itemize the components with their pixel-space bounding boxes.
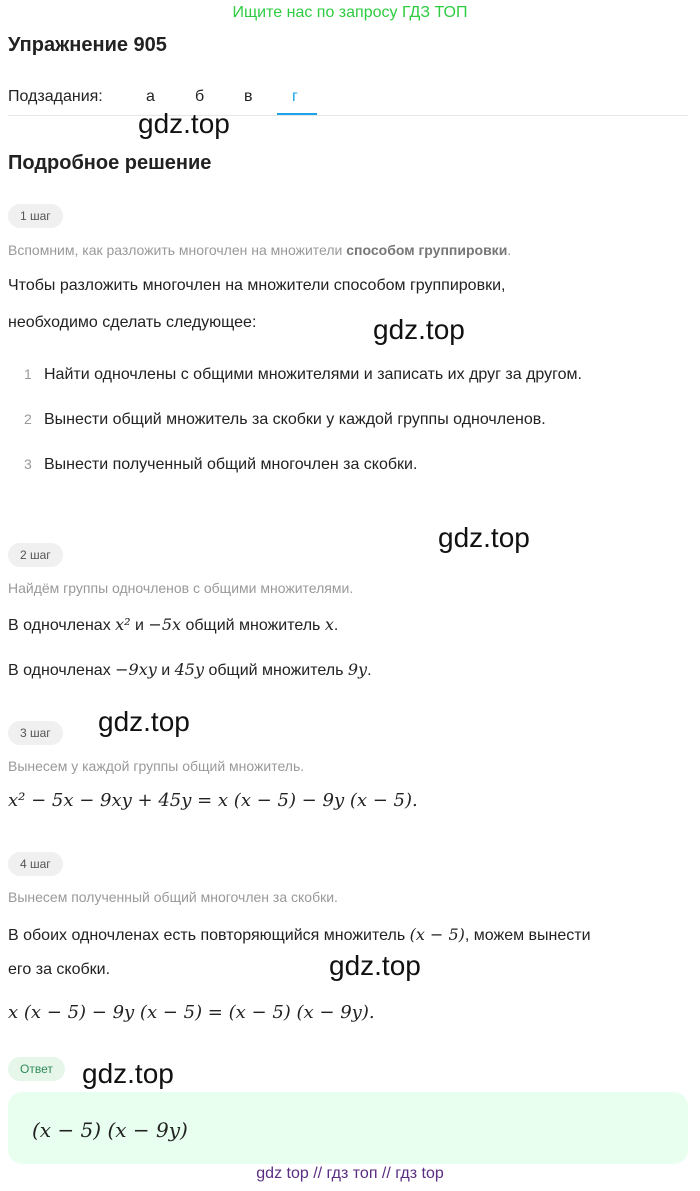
list-number: 3 [24, 456, 32, 472]
active-tab-indicator [277, 113, 317, 115]
step-1-text-line-1: Чтобы разложить многочлен на множители способом группировки, [8, 277, 506, 294]
list-text: Вынести полученный общий многочлен за скобки. [44, 456, 418, 473]
step-3-badge: 3 шаг [8, 721, 63, 745]
answer-badge: Ответ [8, 1057, 65, 1081]
subtask-tab-v[interactable]: в [244, 88, 253, 105]
subtask-tab-a[interactable]: а [146, 88, 155, 105]
step-2-hint: Найдём группы одночленов с общими множителями. [8, 580, 354, 596]
section-title: Подробное решение [8, 152, 212, 174]
step-1-text-line-2: необходимо сделать следующее: [8, 314, 257, 331]
step-2-line-1: В одночленах x² и −5x общий множитель x. [8, 615, 339, 634]
step-1-hint: Вспомним, как разложить многочлен на множители способом группировки. [8, 242, 512, 258]
list-number: 2 [24, 411, 32, 427]
step-4-hint: Вынесем полученный общий многочлен за скобки. [8, 889, 338, 905]
watermark: gdz.top [373, 314, 465, 345]
step-4-text-line-2: его за скобки. [8, 961, 111, 978]
answer-expression: (x − 5) (x − 9y) [32, 1118, 188, 1142]
list-item [24, 456, 418, 474]
page-title: Упражнение 905 [8, 34, 167, 56]
subtask-tab-b[interactable]: б [195, 88, 205, 105]
step-4-equation: x (x − 5) − 9y (x − 5) = (x − 5) (x − 9y). [8, 1002, 375, 1023]
step-1-badge: 1 шаг [8, 204, 63, 228]
footer-links: gdz top // гдз топ // гдз top [256, 1165, 444, 1182]
watermark: gdz.top [98, 706, 190, 737]
list-text: Вынести общий множитель за скобки у каждой группы одночленов. [44, 411, 546, 428]
step-4-badge: 4 шаг [8, 852, 63, 876]
watermark: gdz.top [138, 108, 230, 139]
list-number: 1 [24, 366, 32, 382]
list-item [24, 411, 546, 429]
list-text: Найти одночлены с общими множителями и записать их друг за другом. [44, 366, 582, 383]
watermark: gdz.top [438, 522, 530, 553]
step-4-text-line-1: В обоих одночленах есть повторяющийся множитель (x − 5), можем вынести [8, 925, 591, 944]
step-3-equation: x² − 5x − 9xy + 45y = x (x − 5) − 9y (x − 5). [8, 790, 418, 811]
step-2-line-2: В одночленах −9xy и 45y общий множитель 9y. [8, 660, 372, 679]
step-3-hint: Вынесем у каждой группы общий множитель. [8, 758, 305, 774]
watermark: gdz.top [329, 950, 421, 981]
subtasks-divider [8, 115, 688, 116]
search-banner: Ищите нас по запросу ГДЗ ТОП [232, 4, 468, 21]
step-2-badge: 2 шаг [8, 543, 63, 567]
subtask-tab-g[interactable]: г [292, 88, 298, 105]
watermark: gdz.top [82, 1058, 174, 1089]
list-item [24, 366, 582, 384]
subtasks-label: Подзадания: [8, 88, 103, 105]
